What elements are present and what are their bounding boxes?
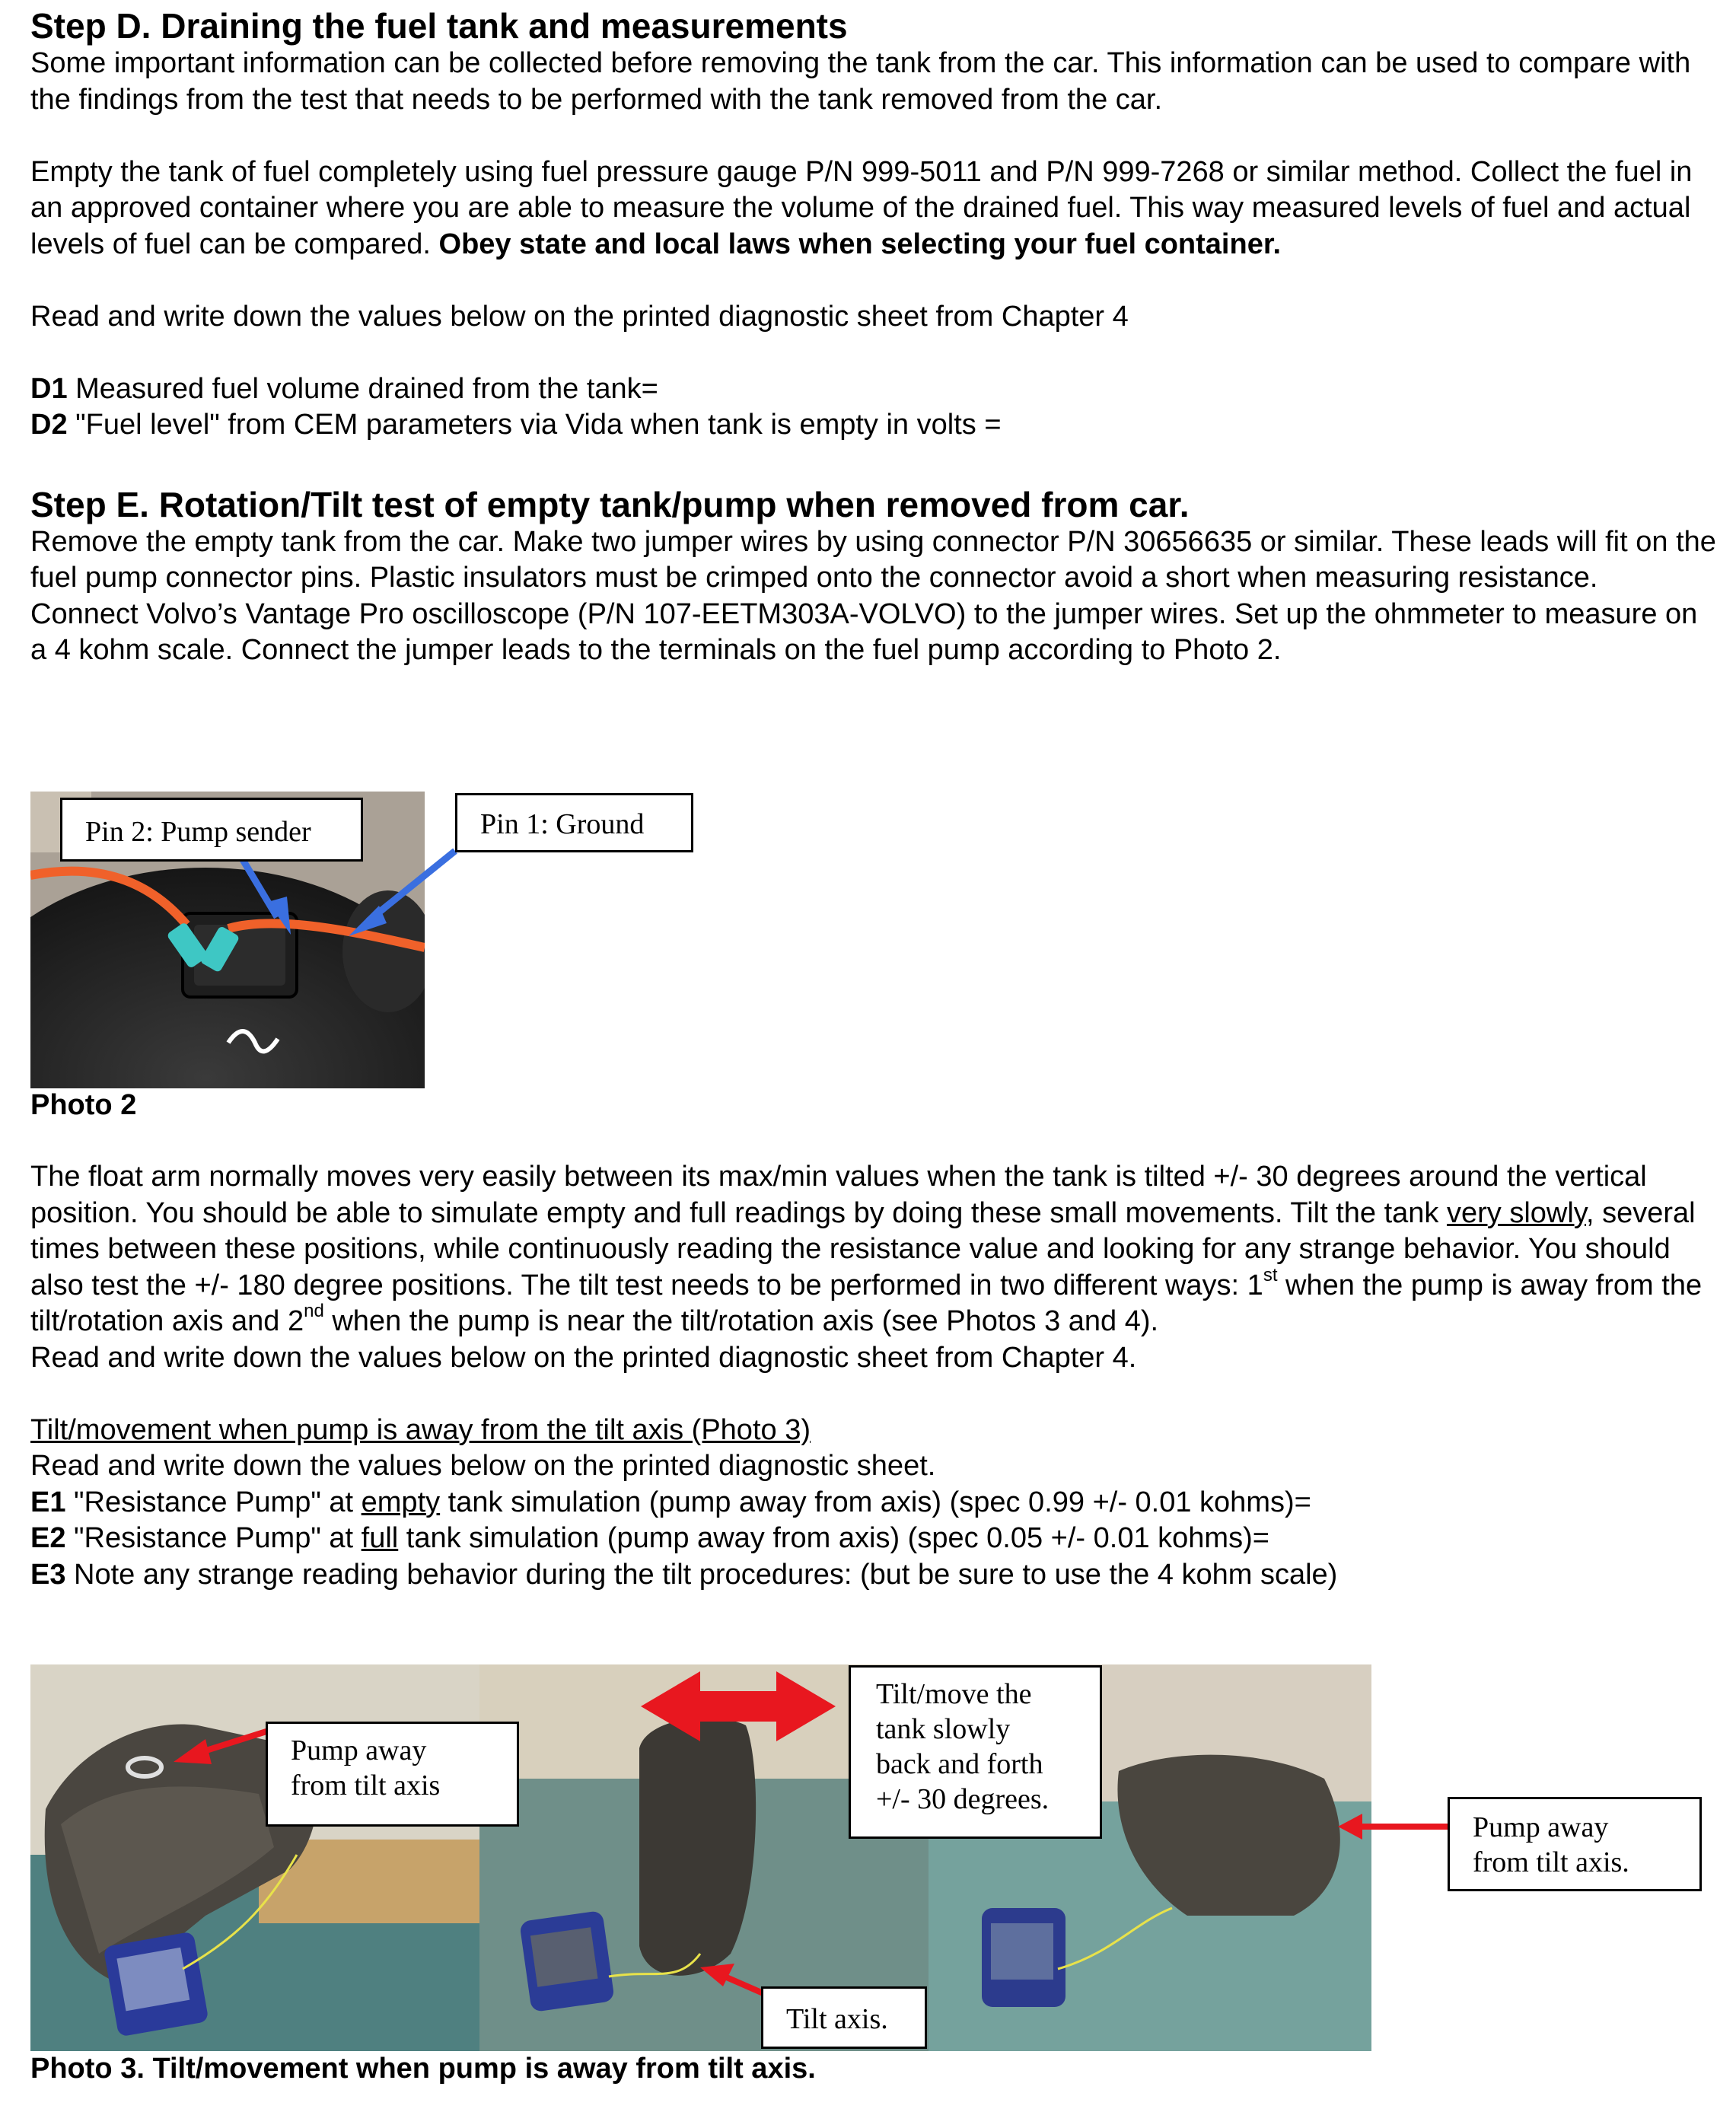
- callout-left-line2: from tilt axis: [291, 1770, 441, 1801]
- very-slowly-emphasis: very slowly: [1446, 1196, 1586, 1229]
- tilt-text-c: when the pump is away from the tilt/rotation axis and 2: [30, 1269, 1703, 1337]
- tilt-text-b: , several times between these positions, while continuously reading the resistance value and looking for any strange behavior. You should also test the +/- 180 degree positions. The tilt test needs to be performed in two different ways: 1: [30, 1196, 1696, 1301]
- e1-text-b: tank simulation (pump away from axis) (spec 0.99 +/- 0.01 kohms)=: [440, 1486, 1311, 1518]
- e1-empty: empty: [361, 1486, 441, 1518]
- d1-label: D1: [30, 372, 68, 405]
- pump-away-subheading: Tilt/movement when pump is away from the tilt axis (Photo 3): [30, 1413, 811, 1446]
- step-e-remove-tank: Remove the empty tank from the car. Make two jumper wires by using connector P/N 30656635 or similar. These leads will fit on the fuel pump connector pins. Plastic insulators must be crimped onto the connector avoid a short when measuring resistance.: [30, 525, 1716, 594]
- e2-text-a: "Resistance Pump" at: [65, 1522, 362, 1554]
- e2-full: full: [361, 1522, 399, 1554]
- callout-tilt-instruction: [849, 1665, 1102, 1839]
- arrow-tilt-axis-head: [700, 1964, 734, 1986]
- tilt-text-d: when the pump is near the tilt/rotation axis (see Photos 3 and 4).: [323, 1305, 1159, 1337]
- step-e-heading: Step E. Rotation/Tilt test of empty tank/pump when removed from car.: [30, 484, 1190, 524]
- step-d-read-instruction: Read and write down the values below on the printed diagnostic sheet from Chapter 4: [30, 300, 1129, 333]
- callout-top-line2: tank slowly: [876, 1713, 1011, 1745]
- step-d-heading: Step D. Draining the fuel tank and measurements: [30, 6, 848, 46]
- e2-text-b: tank simulation (pump away from axis) (spec 0.05 +/- 0.01 kohms)=: [398, 1522, 1269, 1554]
- e2-label: E2: [30, 1522, 66, 1554]
- step-d-intro: Some important information can be collected before removing the tank from the car. This information can be used to compare with the findings from the test that needs to be performed with the tank removed from the car.: [30, 47, 1691, 116]
- e3-label: E3: [30, 1558, 66, 1591]
- d1-text: Measured fuel volume drained from the tank=: [67, 372, 658, 405]
- laws-warning: Obey state and local laws when selecting your fuel container.: [438, 228, 1282, 260]
- callout-right-line1: Pump away: [1473, 1811, 1609, 1843]
- photo-3-caption: Photo 3. Tilt/movement when pump is away from tilt axis.: [30, 2053, 816, 2085]
- sup-st: st: [1263, 1264, 1278, 1285]
- e3-text: Note any strange reading behavior during the tilt procedures: (but be sure to use the 4 kohm scale): [65, 1558, 1338, 1591]
- callout-top-line3: back and forth: [876, 1748, 1043, 1780]
- e1-label: E1: [30, 1486, 66, 1518]
- read-values-instruction: Read and write down the values below on the printed diagnostic sheet.: [30, 1450, 936, 1482]
- drain-text: Empty the tank of fuel completely using fuel pressure gauge P/N 999-5011 and P/N 999-7268 or similar method. Collect the fuel in an approved container where you are able to measure the volume of the drained fuel. This way measured levels of fuel and actual levels of fuel can be compared.: [30, 155, 1693, 260]
- sup-nd: nd: [304, 1301, 324, 1322]
- callout-tilt-axis: Tilt axis.: [761, 1986, 927, 2049]
- tilt-double-arrow: [641, 1671, 836, 1741]
- callout-pump-away-right: [1448, 1797, 1702, 1891]
- arrow-pump-right-head: [1338, 1814, 1362, 1840]
- step-e-connect-scope: Connect Volvo’s Vantage Pro oscilloscope (P/N 107-EETM303A-VOLVO) to the jumper wires. Set up the ohmmeter to measure on a 4 kohm scale. Connect the jumper leads to the terminals on the fuel pump according to Photo 2.: [30, 597, 1698, 666]
- callout-top-line4: +/- 30 degrees.: [876, 1783, 1050, 1815]
- d2-text: "Fuel level" from CEM parameters via Vida when tank is empty in volts =: [67, 409, 1002, 441]
- d2-label: D2: [30, 409, 68, 441]
- e1-text-a: "Resistance Pump" at: [65, 1486, 362, 1518]
- callout-pin1-ground: Pin 1: Ground: [455, 793, 693, 852]
- arrow-pump-left-head: [174, 1739, 212, 1764]
- callout-left-line1: Pump away: [291, 1735, 427, 1766]
- callout-pump-away-left: [266, 1722, 519, 1827]
- callout-pin2-pump-sender: Pin 2: Pump sender: [60, 798, 363, 862]
- tilt-text-a: The float arm normally moves very easily between its max/min values when the tank is tilted +/- 30 degrees around the vertical position. You should be able to simulate empty and full readings by doing these small movements. Tilt the tank: [30, 1161, 1647, 1229]
- callout-top-line1: Tilt/move the: [876, 1678, 1032, 1710]
- callout-right-line2: from tilt axis.: [1473, 1846, 1629, 1878]
- photo-2-caption: Photo 2: [30, 1089, 137, 1121]
- step-e-read-instruction: Read and write down the values below on the printed diagnostic sheet from Chapter 4.: [30, 1341, 1137, 1374]
